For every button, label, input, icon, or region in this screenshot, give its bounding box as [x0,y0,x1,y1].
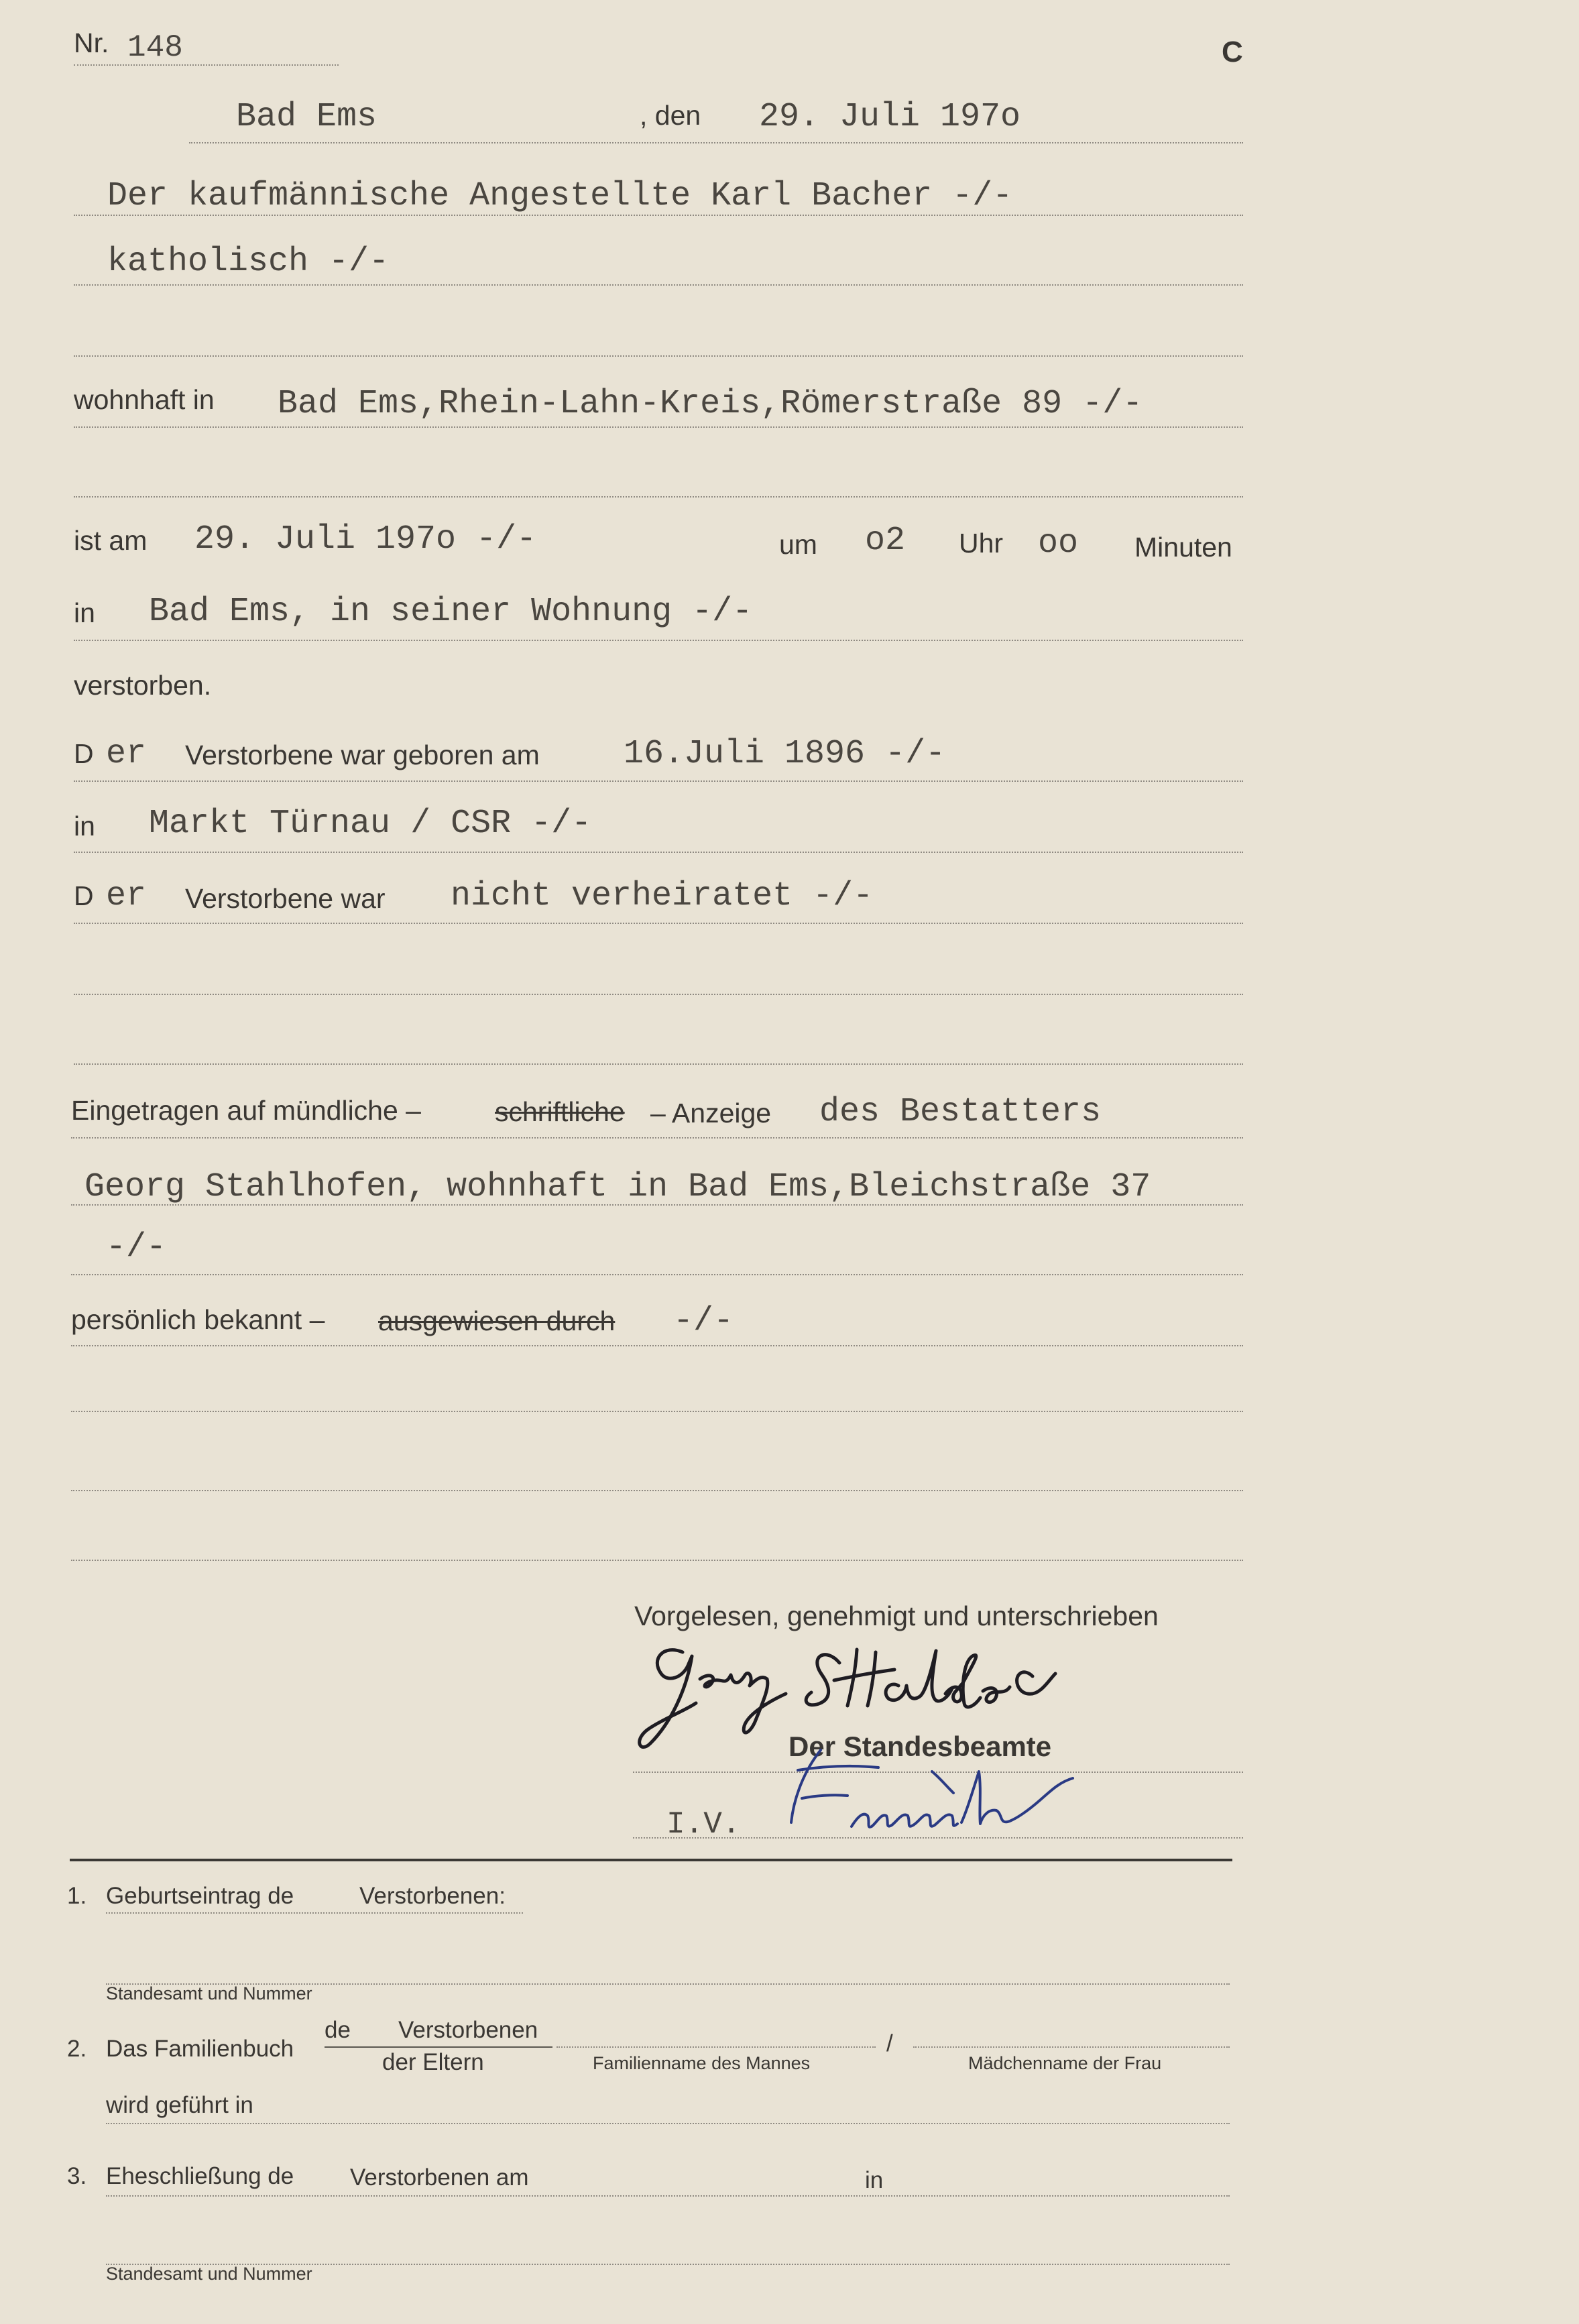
read-approved-label: Vorgelesen, genehmigt und unterschrieben [634,1601,1159,1631]
identity-rule [71,1345,1243,1346]
registration-line2: Georg Stahlhofen, wohnhaft in Bad Ems,Bleichstraße 37 [84,1168,1151,1206]
death-place: Bad Ems, in seiner Wohnung -/- [149,593,753,631]
um-label: um [779,529,817,560]
blank-line [74,355,1243,357]
registrar-label: Der Standesbeamte [788,1731,1052,1762]
residence-rule [74,426,1243,428]
item2-frac-bottom: der Eltern [382,2049,484,2075]
death-minutes: oo [1038,524,1079,563]
identity-struck: ausgewiesen durch [378,1305,616,1336]
marital-er-typed: er [106,877,147,915]
marital-d-label: D [74,880,94,911]
item2-line2: wird geführt in [106,2092,253,2118]
registration-line3-rule [71,1274,1243,1275]
item3-number: 3. [67,2163,87,2189]
signature-rule-2 [633,1837,1243,1839]
item2-frac-de: de [325,2017,351,2043]
residence-label: wohnhaft in [74,384,215,415]
item2-rule-2 [106,2123,1230,2124]
standesamt-label-1: Standesamt und Nummer [106,1983,312,2003]
item3-in: in [865,2167,884,2193]
item2-husband-rule [557,2046,876,2048]
death-hour: o2 [865,522,906,560]
place-date-line [189,142,1243,143]
nr-label: Nr. [74,27,109,58]
birth-rule [74,780,1243,782]
uhr-label: Uhr [959,528,1004,559]
birth-label: Verstorbene war geboren am [185,740,540,770]
deceased-line2-rule [74,284,1243,286]
footer-divider [70,1859,1232,1861]
birth-d-label: D [74,738,94,769]
blank-line-5 [71,1411,1243,1412]
blank-line-4 [74,1063,1243,1065]
item2-husband-label: Familienname des Mannes [593,2053,811,2073]
death-date: 29. Juli 197o -/- [194,520,537,559]
residence-value: Bad Ems,Rhein-Lahn-Kreis,Römerstraße 89 -/- [278,385,1143,423]
death-in-label: in [74,597,95,628]
birth-date: 16.Juli 1896 -/- [624,735,946,773]
ist-am-label: ist am [74,525,148,556]
item3-typed: Verstorbenen am [350,2164,529,2191]
place-value: Bad Ems [236,98,377,136]
registration-struck: schriftliche [495,1096,625,1127]
registration-typed: des Bestatters [819,1093,1102,1131]
standesamt-label-2: Standesamt und Nummer [106,2264,312,2284]
item3-label: Eheschließung de [106,2163,294,2189]
item3-rule [106,2195,1230,2197]
blank-line-7 [71,1560,1243,1561]
registration-line2-rule [71,1204,1243,1206]
blank-line-2 [74,496,1243,498]
marital-rule [74,923,1243,924]
nr-value: 148 [127,30,183,65]
birth-in-label: in [74,811,95,841]
nr-line [74,64,339,66]
item2-number: 2. [67,2036,87,2062]
iv-typed: I.V. [666,1807,741,1842]
item2-slash: / [886,2030,893,2056]
item1-typed: Verstorbenen: [359,1883,506,1909]
marital-value: nicht verheiratet -/- [451,877,874,915]
blank-line-6 [71,1490,1243,1491]
den-label: , den [640,100,701,131]
item1-rule [106,1912,523,1914]
item2-frac-top: Verstorbenen [398,2017,538,2043]
item2-fraction-line [325,2046,552,2048]
deceased-line1-rule [74,215,1243,216]
item1-number: 1. [67,1883,87,1909]
deceased-line2: katholisch -/- [107,243,390,281]
registration-label-b: – Anzeige [650,1098,772,1128]
item2-label: Das Familienbuch [106,2036,294,2062]
item2-wife-rule [913,2046,1230,2048]
registration-line3: -/- [106,1228,167,1267]
identity-label: persönlich bekannt – [71,1304,325,1335]
deceased-line1: Der kaufmännische Angestellte Karl Bacher -/- [107,177,1013,215]
birth-er-typed: er [106,735,147,773]
blank-line-3 [74,994,1243,995]
item1-label: Geburtseintrag de [106,1883,294,1909]
registration-label-a: Eingetragen auf mündliche – [71,1095,421,1126]
birth-place-rule [74,852,1243,853]
verstorben-label: verstorben. [74,670,212,701]
registrar-signature-image [778,1743,1220,1851]
item2-wife-label: Mädchenname der Frau [968,2053,1162,2073]
date-value: 29. Juli 197o [759,98,1021,136]
identity-typed: -/- [673,1302,734,1340]
marital-label: Verstorbene war [185,883,386,914]
registration-rule [71,1137,1243,1139]
death-place-rule [74,640,1243,641]
minuten-label: Minuten [1134,532,1232,563]
birth-place: Markt Türnau / CSR -/- [149,805,592,843]
form-letter: C [1222,36,1243,68]
